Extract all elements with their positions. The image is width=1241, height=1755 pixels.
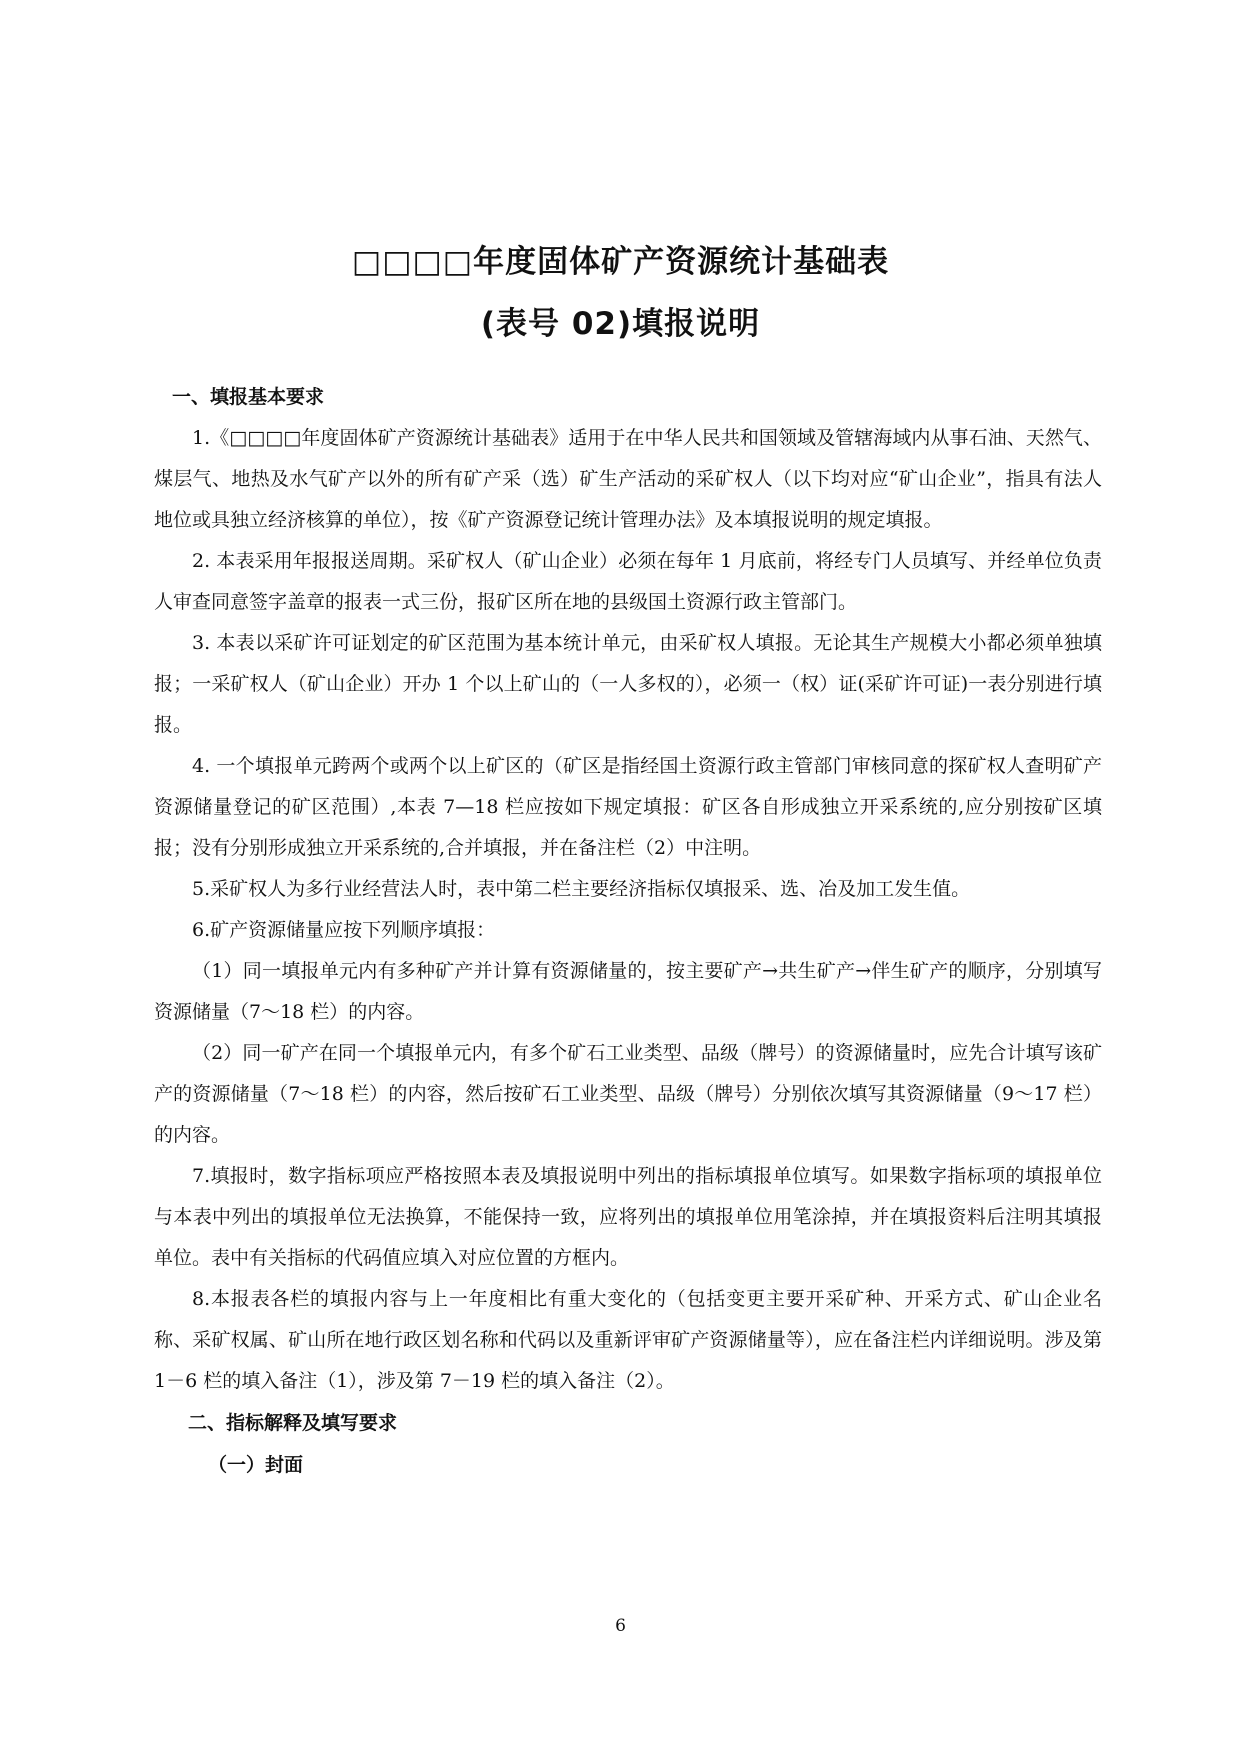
page-number: 6 [615,1616,626,1636]
paragraph-1: 1.《□□□□年度固体矿产资源统计基础表》适用于在中华人民共和国领域及管辖海域内从事石油、天然气、煤层气、地热及水气矿产以外的所有矿产采（选）矿生产活动的采矿权人（以下均对应“矿山企业”，指具有法人地位或具独立经济核算的单位），按《矿产资源登记统计管理办法》及本填报说明的规定填报。 [154,427,1102,531]
paragraph-6-2: （2）同一矿产在同一个填报单元内，有多个矿石工业类型、品级（牌号）的资源储量时，应先合计填写该矿产的资源储量（7～18 栏）的内容，然后按矿石工业类型、品级（牌号）分别依次填写其资源储量（9～17 栏）的内容。 [154,1042,1102,1146]
paragraph-8: 8.本报表各栏的填报内容与上一年度相比有重大变化的（包括变更主要开采矿种、开采方式、矿山企业名称、采矿权属、矿山所在地行政区划名称和代码以及重新评审矿产资源储量等），应在备注栏内详细说明。涉及第 1－6 栏的填入备注（1），涉及第 7－19 栏的填入备注（2）。 [154,1288,1102,1392]
paragraph-6: 6.矿产资源储量应按下列顺序填报： [192,919,496,941]
document-title: □□□□年度固体矿产资源统计基础表 [351,244,890,280]
paragraph-5: 5.采矿权人为多行业经营法人时，表中第二栏主要经济指标仅填报采、选、冶及加工发生值。 [192,878,971,900]
document-body [154,376,1102,1486]
paragraph-7: 7.填报时，数字指标项应严格按照本表及填报说明中列出的指标填报单位填写。如果数字指标项的填报单位与本表中列出的填报单位无法换算，不能保持一致，应将列出的填报单位用笔涂掉，并在填报资料后注明其填报单位。表中有关指标的代码值应填入对应位置的方框内。 [154,1165,1102,1269]
section-heading-basic-requirements: 一、填报基本要求 [172,386,325,408]
section-heading-indicator-explanation: 二、指标解释及填写要求 [188,1412,398,1434]
paragraph-3: 3. 本表以采矿许可证划定的矿区范围为基本统计单元，由采矿权人填报。无论其生产规模大小都必须单独填报；一采矿权人（矿山企业）开办 1 个以上矿山的（一人多权的），必须一（权）证(采矿许可证)一表分别进行填报。 [154,632,1102,736]
subsection-heading-cover: （一）封面 [208,1454,304,1476]
paragraph-6-1: （1）同一填报单元内有多种矿产并计算有资源储量的，按主要矿产→共生矿产→伴生矿产的顺序，分别填写资源储量（7～18 栏）的内容。 [154,960,1102,1023]
paragraph-4: 4. 一个填报单元跨两个或两个以上矿区的（矿区是指经国土资源行政主管部门审核同意的探矿权人查明矿产资源储量登记的矿区范围）,本表 7—18 栏应按如下规定填报：矿区各自形成独立开采系统的,应分别按矿区填报；没有分别形成独立开采系统的,合并填报，并在备注栏（2）中注明。 [154,755,1102,859]
paragraph-2: 2. 本表采用年报报送周期。采矿权人（矿山企业）必须在每年 1 月底前，将经专门人员填写、并经单位负责人审查同意签字盖章的报表一式三份，报矿区所在地的县级国土资源行政主管部门。 [154,550,1102,613]
document-subtitle: (表号 02)填报说明 [480,306,761,342]
